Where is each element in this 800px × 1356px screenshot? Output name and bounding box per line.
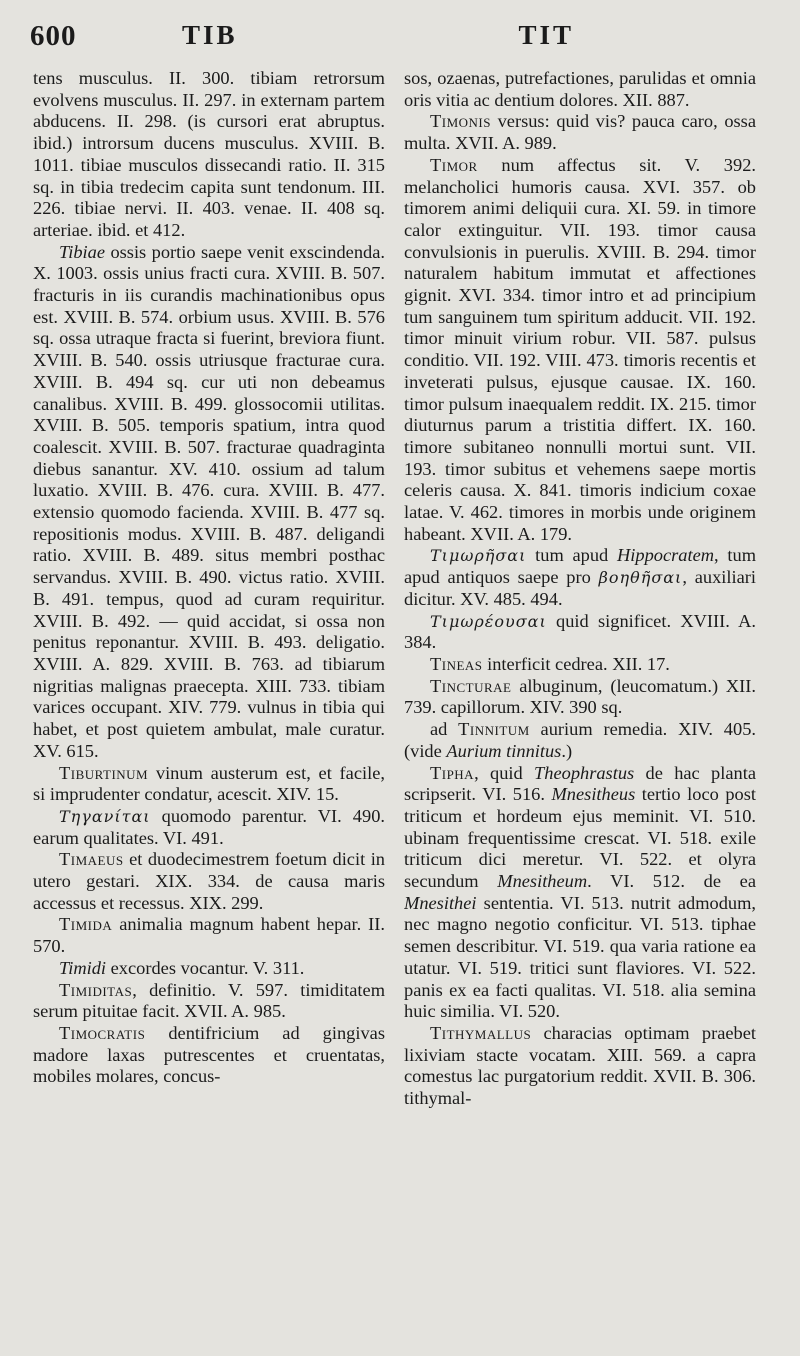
index-entry-tibiae [33,242,385,763]
entry-text: versus: quid vis? pauca caro, ossa multa. XVII. A. 989. [404,111,756,154]
column-gutter [393,68,394,1348]
entry-text: aurium remedia. XIV. 405. (vide [404,719,756,761]
entry-text: , auxiliari dicitur. XV. 485. 494. [404,567,756,609]
entry-text: quomodo parentur. VI. 490. earum qualitates. VI. 491. [33,805,385,848]
index-entry-tibia-cont [33,68,385,242]
entry-text: .) [561,740,573,761]
greek-term: βοηθῆσαι [598,568,683,588]
entry-headword: Timor [430,154,478,175]
entry-text: , tum apud antiquos saepe pro [404,545,756,588]
greek-term: Τιμωρῆσαι [430,546,527,566]
index-entry-timocratis-cont [404,68,756,111]
entry-headword: Tipha [430,762,475,783]
entry-text: sos, ozaenas, putrefactiones, parulidas et omnia oris vitia ac dentium dolores. XII. 887. [404,68,756,110]
left-column [33,68,385,1348]
entry-text: ossis portio saepe venit exscindenda. X. 1003. ossis unius fracti cura. XVIII. B. 507. fracturis in iis curandis machinationibus opus est. XVIII. B. 574. orbium usus. XVIII. B. 576 sq. ossa utraque fracta si fuerint, breviora fiunt. XVIII. B. 540. ossis utriusque fracturae cura. XVIII. B. 494 sq. cur uti non debeamus canalibus. XVIII. B. 499. glossocomii utilitas. XVIII. B. 505. temporis spatium, intra quod coalescit. XVIII. B. 507. fracturae quadraginta diebus sanantur. XV. 410. ossium ad talum luxatio. XVIII. B. 476. cura. XVIII. B. 477. extensio quomodo facienda. XVIII. B. 477 sq. repositionis modus. XVIII. B. 487. deligandi ratio. XVIII. B. 489. situs membri posthac servandus. XVIII. B. 490. victus ratio. XVIII. B. 491. tempus, quod ad curam requiritur. XVIII. B. 492. — quid accidat, si ossa non penitus reponantur. XVIII. B. 493. deligatio. XVIII. A. 829. XVIII. B. 763. ad tibiarum nigritias malignas praecepta. XIII. 733. tibiam varices occupant. XIV. 779. vulnus in tibia qui habet, et post quietem ambulat, male curatur. XV. 615. [33,241,385,761]
italic-term: Hippocratem [617,545,715,566]
index-entry-timor [404,155,756,546]
index-entry-timocratis [33,1023,385,1088]
index-entry-tipha [404,763,756,1023]
page-header [30,20,770,54]
entry-text: num affectus sit. V. 392. melancholici humoris causa. XVI. 357. ob timorem animi deliquii cura. XI. 59. in timore calor extinguitur. VII. 193. timor causa convulsionis in puerulis. XVIII. B. 294. timor naturalem habitum immutat et affectiones gignit. XVI. 334. timor intro et ad principium tum sanguinem tum spiritum adducit. VII. 192. timor minuit virium robur. VII. 587. pulsus conditio. VII. 192. VIII. 473. timoris recentis et inveterati pulsus, ejusque causae. IX. 160. timor pulsum inaequalem reddit. IX. 215. timor diuturnus parum a tristitia differt. IX. 160. timore subitaneo nonnulli mortui sunt. VII. 193. timor subitus et vehemens saepe mortis celeris causa. X. 841. timoris indicium coxae latae. V. 462. timores in morbis unde originem habeant. XVII. A. 179. [404,154,756,544]
entry-headword: Timida [59,914,113,935]
italic-term: Mnesithei [404,892,477,913]
entry-headword: Timonis [430,111,491,132]
entry-text: tertio loco post triticum et hordeum ejus meminit. VI. 510. ubinam frequentissime crescat. VI. 518. exile triticum dici meretur. VI. 522. et olyra secundum [404,784,756,892]
index-entry-timaeus [33,849,385,914]
entry-text: characias optimam praebet lixiviam stacte vocatam. XIII. 569. a capra comestus lac purgatorium reddit. XVII. B. 306. tithymal- [404,1022,756,1109]
entry-headword: Tincturae [430,675,512,696]
entry-text: tum apud [526,545,617,566]
page-number: 600 [30,20,77,52]
index-entry-timorousai [404,611,756,654]
entry-text: albuginum, (leucomatum.) XII. 739. capillorum. XIV. 390 sq. [404,675,756,718]
index-entry-tithymallus [404,1023,756,1110]
italic-term: Timidi [59,957,107,978]
entry-headword: Tinnitum [458,719,530,740]
entry-headword: Timocratis [59,1022,146,1043]
entry-text: . VI. 512. de ea [587,871,756,892]
entry-headword: Tineas [430,653,483,674]
entry-text: vinum austerum est, et facile, si imprudenter condatur, acescit. XIV. 15. [33,762,385,805]
index-entry-timonis [404,111,756,154]
entry-text: dentifricium ad gingivas madore laxas putrescentes et cruentatas, mobiles molares, concus- [33,1022,385,1087]
entry-text: interficit cedrea. XII. 17. [482,653,670,674]
index-entry-timidi [33,958,385,980]
italic-term: Theophrastus [534,762,635,783]
italic-term: Aurium tinnitus [446,740,562,761]
greek-term: Τηγανίται [59,806,151,826]
entry-text: ad [430,719,459,740]
entry-text: , definitio. V. 597. timiditatem serum pituitae facit. XVII. A. 985. [33,979,385,1022]
italic-term: Tibiae [59,241,105,262]
entry-text: tens musculus. II. 300. tibiam retrorsum evolvens musculus. II. 297. in externam partem abducens. II. 298. (is cursori erat abruptus. ibid.) introrsum ducens musculus. XVIII. B. 1011. tibiae musculos dissecandi ratio. II. 315 sq. in tibia tredecim capita sunt tendonum. III. 226. tibiae nervi. II. 403. venae. II. 408 sq. arteriae. ibid. et 412. [33,68,385,240]
index-entry-tineas [404,654,756,676]
entry-text: sententia. VI. 513. nutrit admodum, nec magno negotio conficitur. VI. 513. tiphae semen describitur. VI. 519. qua varia ratione ea utatur. VI. 519. tritici sunt flaviores. VI. 522. panis ex ea facti qualitas. VI. 518. alia semina huic similia. VI. 520. [404,892,756,1022]
entry-headword: Tithymallus [430,1022,532,1043]
index-entry-timoresai [404,545,756,610]
right-column [404,68,756,1348]
entry-text: quid significet. XVIII. A. 384. [404,610,756,653]
italic-term: Mnesitheus [551,784,636,805]
index-entry-timiditas [33,980,385,1023]
italic-term: Mnesitheum [497,871,588,892]
running-head-right: TIT [518,20,574,50]
entry-headword: Timiditas [59,979,133,1000]
entry-text: de hac planta scripserit. VI. 516. [404,762,756,805]
index-entry-tiburtinum [33,763,385,806]
index-entry-tiganitai [33,806,385,849]
entry-headword: Tiburtinum [59,762,149,783]
entry-text: et duodecimestrem foetum dicit in utero gestari. XIX. 334. de causa maris accessus et recessus. XIX. 299. [33,849,385,913]
entry-text: animalia magnum habent hepar. II. 570. [33,914,385,957]
entry-text: excordes vocantur. V. 311. [106,957,305,978]
index-entry-tincturae [404,676,756,719]
greek-term: Τιμωρέουσαι [430,611,547,631]
entry-headword: Timaeus [59,849,124,870]
index-entry-tinnitum [404,719,756,762]
index-entry-timida [33,914,385,957]
running-head-left: TIB [182,20,238,50]
entry-text: , quid [474,762,535,783]
